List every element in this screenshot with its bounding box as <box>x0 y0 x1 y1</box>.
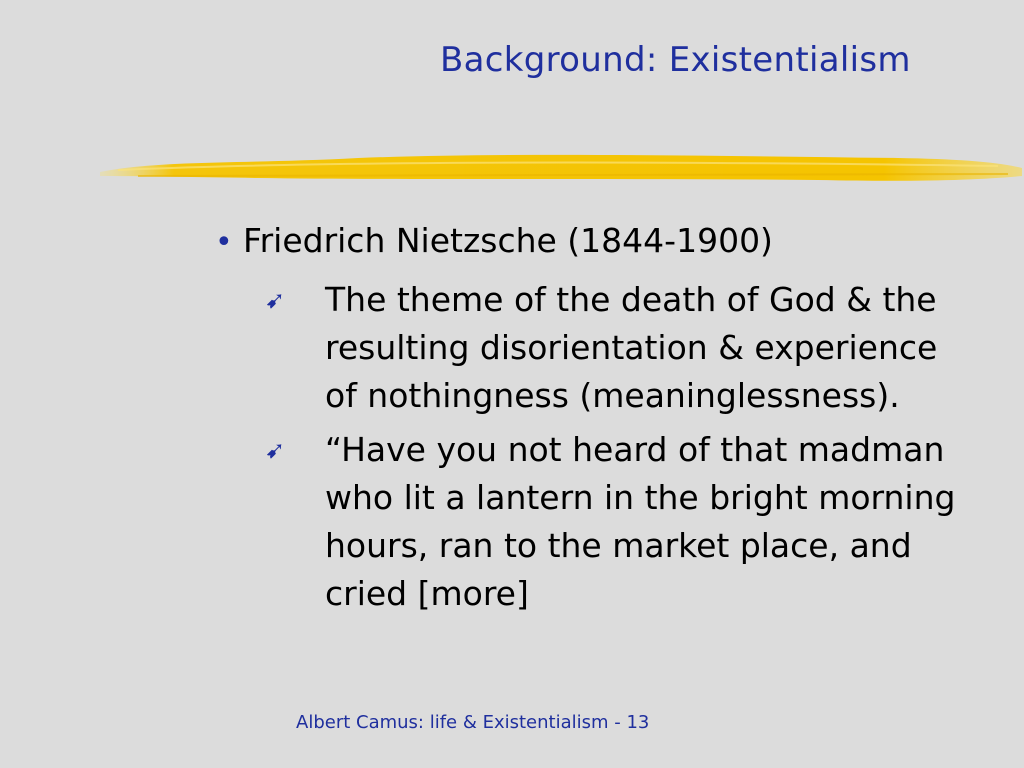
slide-content <box>215 218 995 624</box>
arrow-bullet-icon: ➹ <box>265 286 286 314</box>
highlighter-stroke <box>98 146 1024 190</box>
arrow-bullet-icon: ➹ <box>265 436 286 464</box>
slide-footer: Albert Camus: life & Existentialism - 13 <box>296 712 650 733</box>
bullet-dot-icon: • <box>215 225 233 260</box>
main-bullet <box>215 218 995 266</box>
sub-bullet-item <box>265 276 995 420</box>
sub-bullet-item <box>265 426 995 618</box>
sub-bullet-text: “Have you not heard of that madman who lit a lantern in the bright morning hours, ran to the market place, and cried [more] <box>325 430 956 613</box>
sub-bullet-text: The theme of the death of God & the resulting disorientation & experience of nothingness (meaninglessness). <box>325 280 938 415</box>
sub-bullet-list <box>265 276 995 618</box>
main-bullet-text: Friedrich Nietzsche (1844-1900) <box>243 221 773 260</box>
slide-title: Background: Existentialism <box>440 40 911 80</box>
